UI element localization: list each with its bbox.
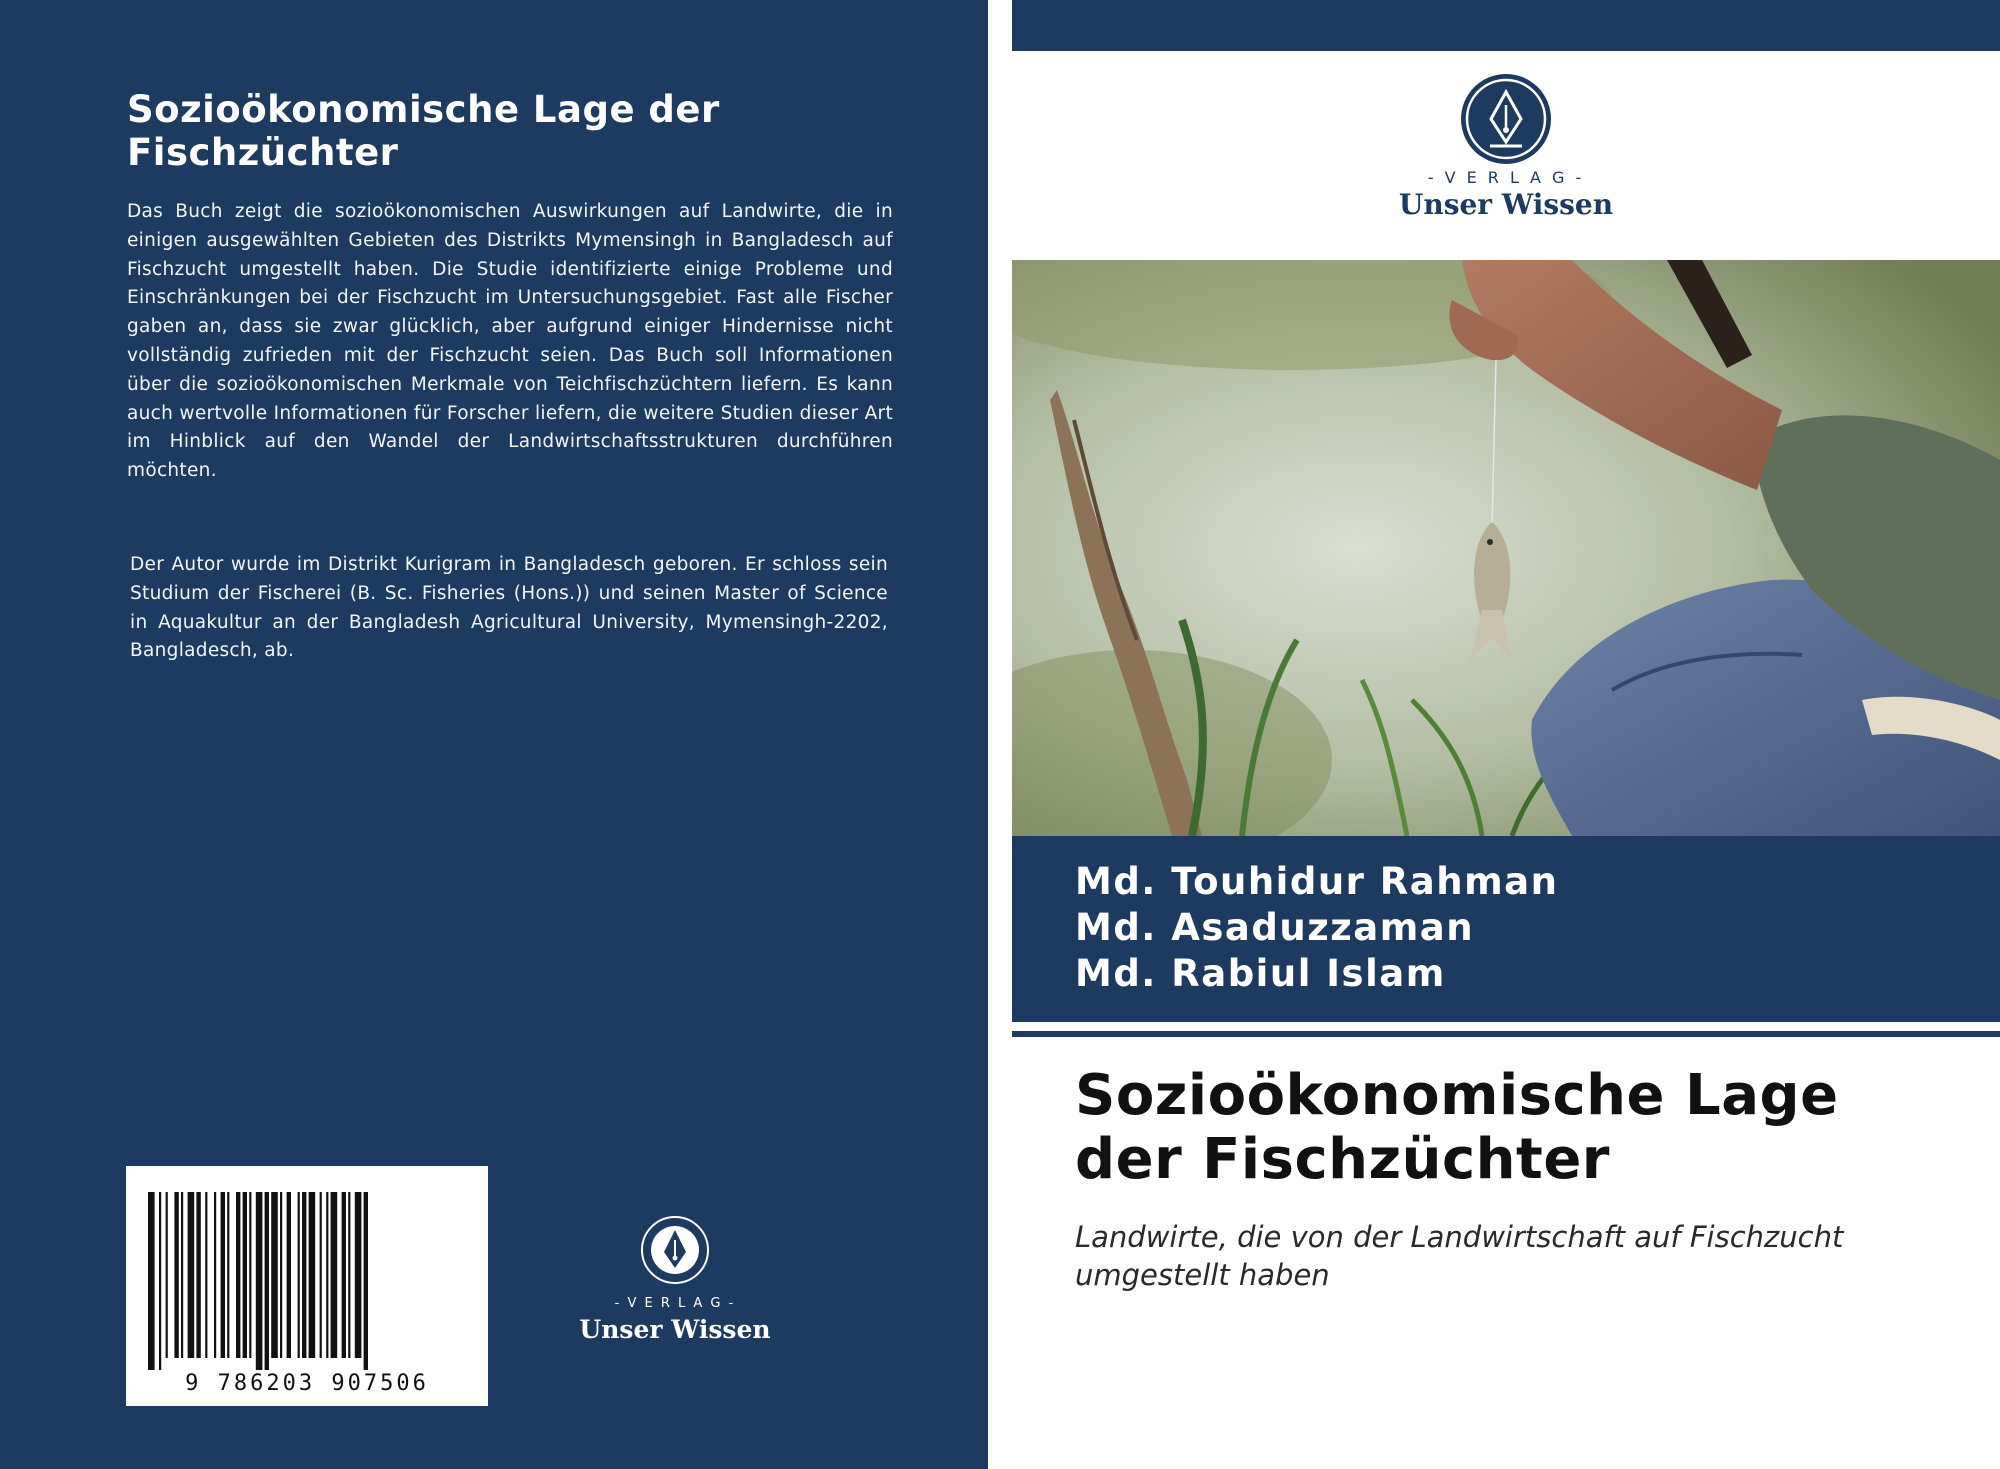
barcode-bar bbox=[348, 1192, 350, 1358]
author-name-2: Md. Asaduzzaman bbox=[1075, 906, 1475, 949]
front-verlag-label: - V E R L A G - bbox=[1427, 168, 1585, 187]
barcode-bar bbox=[227, 1192, 229, 1358]
barcode-bar bbox=[236, 1192, 240, 1358]
barcode-bar bbox=[166, 1192, 168, 1358]
barcode-bar bbox=[159, 1192, 161, 1370]
barcode-bar bbox=[256, 1192, 263, 1370]
barcode-bar bbox=[174, 1192, 178, 1358]
back-publisher-logo bbox=[570, 1210, 780, 1350]
barcode-bar bbox=[265, 1192, 269, 1370]
title-line-1: Sozioökonomische Lage bbox=[1075, 1063, 1839, 1128]
author-bio: Der Autor wurde im Distrikt Kurigram in Bangladesch geboren. Er schloss sein Studium der Fischerei (B. Sc. Fisheries (Hons.)) und seinen Master of Science in Aquakultur an der Bangladesh Agricultural University, Mymensingh-2202, Bangladesch, ab. bbox=[130, 554, 888, 662]
barcode-bar bbox=[271, 1192, 278, 1358]
book-blurb: Das Buch zeigt die sozioökonomischen Auswirkungen auf Landwirte, die in einigen ausgewählten Gebieten des Distrikts Mymensingh in Bangladesch auf Fischzucht umgestellt haben. Die Studie identifizierte einige Probleme und Einschränkungen bei der Fischzucht im Untersuchungsgebiet. Fast alle Fischer gaben an, dass sie zwar glücklich, aber aufgrund einiger Hindernisse nicht vollständig zufrieden mit der Fischzucht seien. Das Buch soll Informationen über die sozioökonomischen Merkmale von Teichfischzüchtern liefern. Es kann auch wertvolle Informationen für Forscher liefern, die weitere Studien dieser Art im Hinblick auf den Wandel der Landwirtschaftsstrukturen durchführen möchten. bbox=[127, 201, 893, 482]
barcode-bar bbox=[214, 1192, 216, 1358]
barcode-bar bbox=[188, 1192, 195, 1358]
title-line-2: der Fischzüchter bbox=[1075, 1127, 1610, 1192]
author-name-3: Md. Rabiul Islam bbox=[1075, 952, 1446, 995]
front-top-bar bbox=[1012, 0, 2000, 51]
cover-photo-fisherman bbox=[1012, 260, 2000, 836]
divider-rule bbox=[1012, 1031, 2000, 1037]
barcode-bar bbox=[196, 1192, 200, 1358]
back-cover bbox=[0, 0, 988, 1469]
authors-band bbox=[1012, 836, 2000, 1022]
barcode-bars bbox=[126, 1166, 488, 1406]
barcode-bar bbox=[287, 1192, 291, 1358]
spine bbox=[988, 0, 1012, 1469]
back-publisher-name: Unser Wissen bbox=[579, 1315, 771, 1344]
barcode-bar bbox=[181, 1192, 183, 1358]
barcode-bar bbox=[309, 1192, 316, 1358]
front-cover-title bbox=[1075, 1064, 1975, 1192]
front-cover bbox=[1012, 0, 2000, 1469]
front-publisher-logo bbox=[1372, 72, 1640, 232]
barcode-bar bbox=[148, 1192, 155, 1370]
barcode-bar bbox=[342, 1192, 346, 1358]
author-name-1: Md. Touhidur Rahman bbox=[1075, 860, 1559, 903]
barcode-bar bbox=[221, 1192, 225, 1358]
barcode-bar bbox=[326, 1192, 328, 1358]
isbn-digits: 9 786203 907506 bbox=[185, 1371, 429, 1396]
front-cover-subtitle: Landwirte, die von der Landwirtschaft auf Fischzucht umgestellt haben bbox=[1075, 1220, 1844, 1292]
barcode-bar bbox=[302, 1192, 306, 1358]
back-cover-title: Sozioökonomische Lage der Fischzüchter bbox=[127, 88, 720, 174]
barcode-bar bbox=[205, 1192, 207, 1358]
barcode-bar bbox=[364, 1192, 368, 1370]
barcode-bar bbox=[355, 1192, 362, 1358]
barcode-bar bbox=[320, 1192, 322, 1358]
isbn-barcode bbox=[126, 1166, 488, 1406]
barcode-bar bbox=[243, 1192, 247, 1358]
front-publisher-name: Unser Wissen bbox=[1398, 188, 1614, 221]
barcode-bar bbox=[249, 1192, 251, 1358]
barcode-bar bbox=[280, 1192, 282, 1358]
barcode-bar bbox=[331, 1192, 338, 1358]
barcode-bar bbox=[298, 1192, 300, 1358]
back-verlag-label: - V E R L A G - bbox=[614, 1296, 736, 1311]
